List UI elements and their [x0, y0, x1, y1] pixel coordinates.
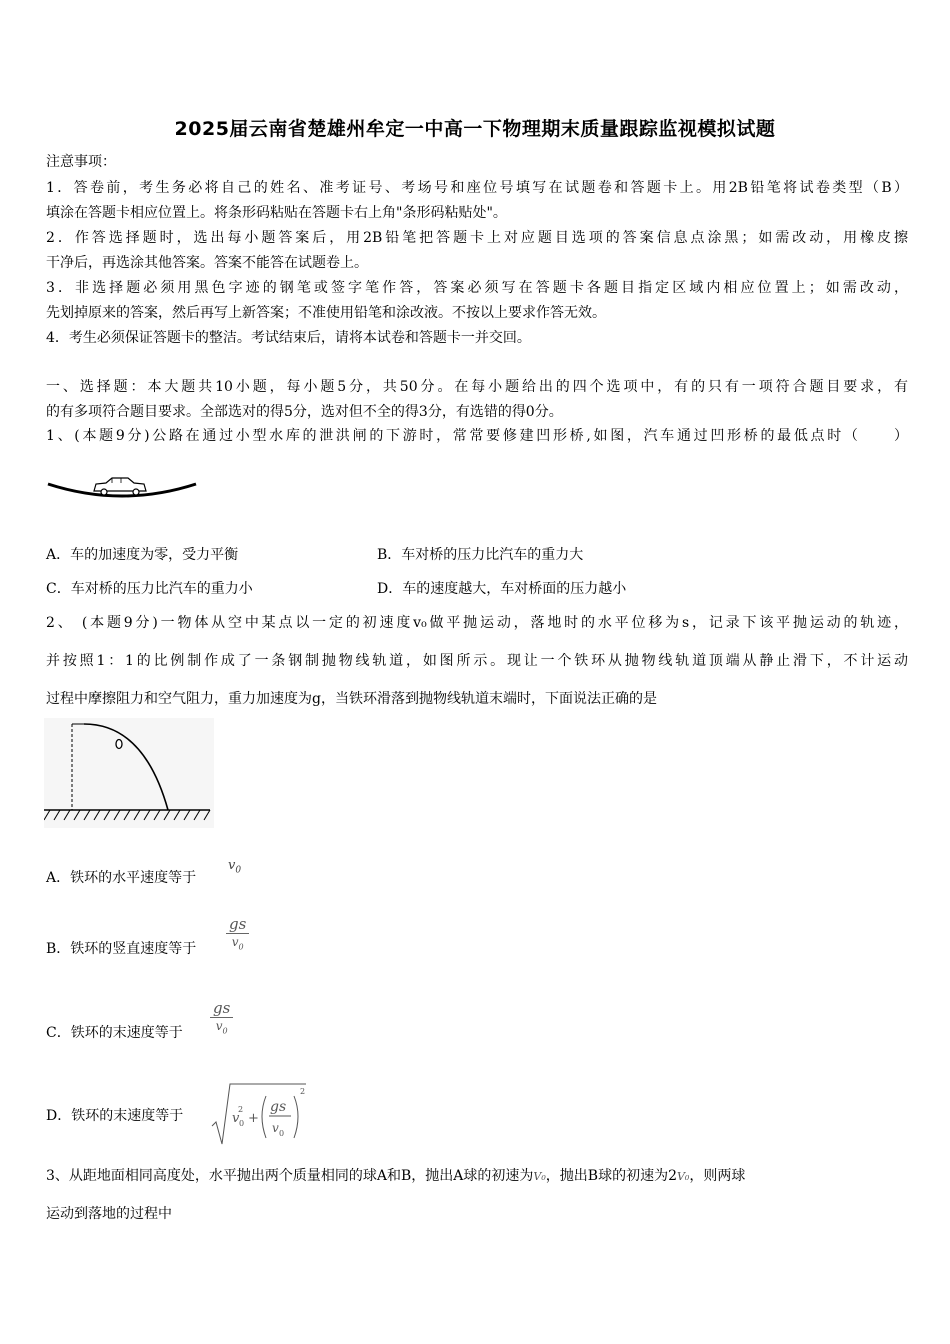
q2-option-d: D．铁环的末速度等于	[46, 1108, 184, 1124]
svg-text:2: 2	[300, 1087, 306, 1096]
notice-line: 4．考生必须保证答题卡的整洁。考试结束后，请将本试卷和答题卡一并交回。	[46, 330, 531, 346]
svg-text:2: 2	[238, 1105, 244, 1114]
formula-sqrt	[210, 1080, 310, 1148]
question-2-stem: 2、 (本题9分)一物体从空中某点以一定的初速度v₀做平抛运动，落地时的水平位移为s，记录下该平抛运动的轨迹，	[46, 615, 908, 631]
svg-text:0: 0	[239, 1119, 245, 1128]
notice-heading: 注意事项：	[46, 154, 116, 170]
parabolic-track-figure	[44, 718, 214, 828]
q1-option-c: C．车对桥的压力比汽车的重力小	[46, 581, 253, 597]
question-3-stem: 运动到落地的过程中	[46, 1206, 172, 1222]
svg-text:gs: gs	[270, 1099, 287, 1115]
question-1-stem: 1、(本题9分)公路在通过小型水库的泄洪闸的下游时，常常要修建凹形桥,如图，汽车通过凹形桥的最低点时（ ）	[46, 428, 908, 444]
notice-line: 先划掉原来的答案，然后再写上新答案；不准使用铅笔和涂改液。不按以上要求作答无效。	[46, 305, 606, 321]
q1-option-b: B．车对桥的压力比汽车的重力大	[377, 547, 584, 563]
question-2-stem: 并按照1：1的比例制作成了一条钢制抛物线轨道，如图所示。现让一个铁环从抛物线轨道顶端从静止滑下，不计运动	[46, 653, 908, 669]
notice-line: 3．非选择题必须用黑色字迹的钢笔或签字笔作答，答案必须写在答题卡各题目指定区域内相应位置上；如需改动，	[46, 280, 908, 296]
q2-option-b: B．铁环的竖直速度等于	[46, 941, 197, 957]
svg-text:+: +	[248, 1111, 259, 1126]
section-intro: 的有多项符合题目要求。全部选对的得5分，选对但不全的得3分，有选错的得0分。	[46, 404, 563, 420]
car-icon	[94, 478, 146, 495]
svg-text:v: v	[272, 1121, 279, 1135]
notice-line: 干净后，再选涂其他答案。答案不能答在试题卷上。	[46, 255, 368, 271]
concave-bridge-figure	[46, 470, 198, 502]
v0-symbol: V₀	[676, 1170, 690, 1183]
formula-v0: $v_0$	[228, 858, 242, 876]
notice-line: 2．作答选择题时，选出每小题答案后，用2B铅笔把答题卡上对应题目选项的答案信息点涂黑；如需改动，用橡皮擦	[46, 230, 908, 246]
iron-ring-icon	[116, 740, 122, 749]
svg-text:v: v	[232, 1111, 240, 1126]
q1-option-a: A．车的加速度为零，受力平衡	[46, 547, 239, 563]
q2-option-c: C．铁环的末速度等于	[46, 1025, 183, 1041]
q1-option-d: D．车的速度越大，车对桥面的压力越小	[377, 581, 627, 597]
page-title: 2025届云南省楚雄州牟定一中高一下物理期末质量跟踪监视模拟试题	[174, 118, 776, 140]
notice-line: 填涂在答题卡相应位置上。将条形码粘贴在答题卡右上角"条形码粘贴处"。	[46, 205, 507, 221]
section-intro: 一、选择题：本大题共10小题，每小题5分，共50分。在每小题给出的四个选项中，有的只有一项符合题目要求，有	[46, 379, 908, 395]
notice-line: 1．答卷前，考生务必将自己的姓名、准考证号、考场号和座位号填写在试题卷和答题卡上。用2B铅笔将试卷类型（B）	[46, 180, 908, 196]
question-2-stem: 过程中摩擦阻力和空气阻力，重力加速度为g，当铁环滑落到抛物线轨道末端时，下面说法正确的是	[46, 691, 657, 707]
formula-gs-over-v0: $\frac{gs}{v_0}$	[210, 998, 233, 1039]
svg-text:0: 0	[279, 1129, 285, 1138]
question-3-stem: 3、从距地面相同高度处，水平抛出两个质量相同的球A和B，抛出A球的初速为V₀，抛出B球的初速为2V₀，则两球	[46, 1168, 746, 1184]
formula-gs-over-v0: $\frac{gs}{v_0}$	[226, 914, 249, 955]
q2-option-a: A．铁环的水平速度等于	[46, 870, 197, 886]
v0-symbol: V₀	[533, 1170, 546, 1183]
